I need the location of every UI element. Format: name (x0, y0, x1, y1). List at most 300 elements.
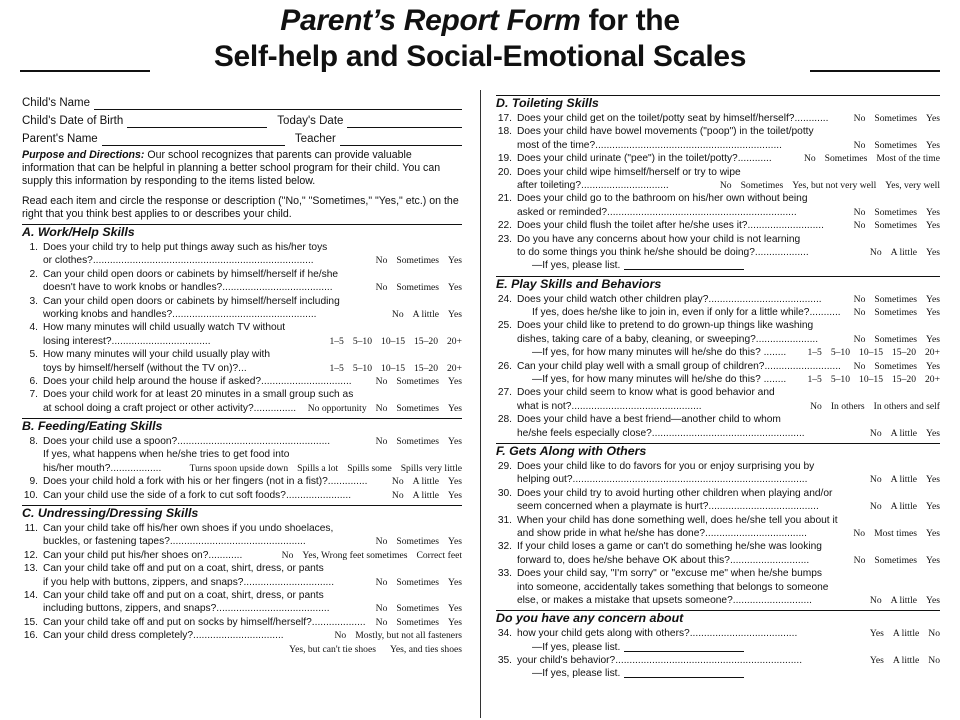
item-text: Can your child take off his/her own shoes if you undo shoelaces, (43, 523, 334, 535)
response-option[interactable]: No (719, 179, 732, 191)
response-option[interactable]: No (391, 308, 404, 320)
item-number: 18. (497, 126, 512, 138)
response-option[interactable]: No (810, 400, 822, 412)
item-row (22, 268, 462, 281)
item-number: 16. (23, 630, 38, 642)
item-number: 10. (23, 489, 38, 501)
item-number: 15. (23, 616, 38, 628)
response-options (854, 333, 940, 346)
item-row (496, 233, 940, 246)
item-text: he/she feels especially close?...................................................... (517, 427, 805, 439)
response-option[interactable]: A little (412, 489, 440, 501)
response-options (329, 362, 462, 375)
response-option[interactable]: Yes (926, 360, 940, 372)
response-options (282, 549, 462, 562)
response-options (190, 462, 462, 475)
response-option[interactable]: Spills a lot (297, 462, 339, 474)
teacher-label: Teacher (294, 132, 336, 145)
item-row (496, 487, 940, 500)
response-options (870, 654, 940, 667)
response-options (870, 427, 940, 440)
item-row (22, 489, 462, 502)
item-row (22, 616, 462, 629)
response-option[interactable]: 5–10 (352, 335, 373, 347)
item-text: Does your child try to help put things away such as his/her toys (43, 242, 328, 254)
item-row (22, 602, 462, 615)
response-option[interactable]: Yes (926, 139, 940, 151)
response-option[interactable]: No (928, 628, 940, 640)
response-option[interactable]: 20+ (446, 362, 462, 374)
item-text: If yes, what happens when he/she tries to get food into (43, 449, 290, 461)
response-option[interactable]: No (375, 616, 388, 628)
please-list-line[interactable] (624, 667, 744, 678)
response-option[interactable]: No (375, 603, 388, 615)
response-options (854, 293, 940, 306)
response-options (854, 554, 940, 567)
section-gets-along (496, 443, 940, 607)
response-option[interactable]: 20+ (446, 335, 462, 347)
response-option[interactable]: Yes (926, 293, 940, 305)
section-title: E. Play Skills and Behaviors (496, 276, 940, 293)
response-option[interactable]: Sometimes (874, 554, 918, 566)
title-rest: for the (580, 4, 680, 37)
item-row (22, 241, 462, 254)
item-row (22, 362, 462, 375)
item-text: Does your child work for at least 20 minutes in a small group such as (43, 389, 354, 401)
response-option[interactable]: Sometimes (396, 536, 440, 548)
item-number: 22. (497, 220, 512, 232)
response-option[interactable]: 5–10 (830, 347, 851, 359)
response-option[interactable]: Sometimes (396, 402, 440, 414)
response-option[interactable]: Sometimes (396, 375, 440, 387)
response-option[interactable]: No (869, 246, 882, 258)
response-option[interactable]: No (375, 255, 388, 267)
response-option[interactable]: A little (890, 474, 918, 486)
section-title: Do you have any concern about (496, 610, 940, 627)
response-option[interactable]: Yes (869, 655, 884, 667)
item-row (22, 448, 462, 461)
response-option[interactable]: No (375, 436, 388, 448)
response-option[interactable]: Sometimes (396, 282, 440, 294)
response-option[interactable]: Sometimes (874, 293, 918, 305)
please-list-text: —If yes, please list. (532, 668, 621, 680)
response-option[interactable]: Yes (926, 594, 940, 606)
please-list (496, 667, 940, 680)
response-options (392, 489, 462, 502)
item-row (496, 206, 940, 219)
item-text: Can your child dress completely?................................ (43, 630, 284, 642)
response-option[interactable]: No (391, 489, 404, 501)
section-work-help (22, 224, 462, 415)
response-option[interactable]: Yes (926, 246, 940, 258)
item-text: working knobs and handles?................................................... (43, 308, 317, 320)
item-row (496, 514, 940, 527)
item-row (496, 125, 940, 138)
response-option[interactable]: Sometimes (874, 333, 918, 345)
response-option[interactable]: Sometimes (874, 139, 918, 151)
item-text: doesn't have to work knobs or handles?....................................... (43, 282, 333, 294)
item-text: Does your child seem to know what is good behavior and (517, 387, 775, 399)
item-number: 35. (497, 655, 512, 667)
read-paragraph: Read each item and circle the response or description ("No," "Sometimes," "Yes," etc.) on the right that you think best applies to or describes your child. (22, 194, 459, 220)
response-option[interactable]: Yes (448, 402, 462, 414)
response-option[interactable]: Mostly, but not all fasteners (355, 630, 462, 642)
item-row (22, 629, 462, 642)
response-option[interactable]: Yes (448, 308, 462, 320)
response-option[interactable]: No (853, 527, 866, 539)
response-option[interactable]: Yes (926, 501, 940, 513)
response-option[interactable]: A little (890, 501, 918, 513)
item-text: How many minutes will child usually watch TV without (43, 322, 286, 334)
response-option[interactable]: Yes, and ties shoes (389, 643, 462, 655)
response-option[interactable]: In others and self (873, 400, 940, 412)
response-option[interactable]: No (853, 220, 866, 232)
response-options (854, 219, 940, 232)
section-concerns (496, 610, 940, 681)
response-option[interactable]: Sometimes (396, 436, 440, 448)
response-option[interactable]: Yes (448, 282, 462, 294)
response-option[interactable]: Yes, but not very well (792, 179, 877, 191)
item-number: 12. (23, 549, 38, 561)
item-number: 17. (497, 113, 512, 124)
item-number: 24. (497, 293, 512, 305)
dob-label: Child's Date of Birth (22, 114, 124, 127)
response-option[interactable]: Yes (926, 220, 940, 232)
item-row (496, 413, 940, 426)
response-option[interactable]: No opportunity (307, 402, 367, 414)
response-option[interactable]: A little (412, 476, 440, 488)
response-option[interactable]: 1–5 (807, 374, 822, 386)
item-number: 9. (29, 476, 38, 488)
item-text: Can your child take off and put on socks by himself/herself?................... (43, 616, 366, 628)
response-option[interactable]: No (853, 307, 866, 319)
response-options (854, 139, 940, 152)
response-option[interactable]: Yes (926, 307, 940, 319)
item-text: including buttons, zippers, and snaps?........................................ (43, 603, 330, 615)
item-text: When your child has done something well, does he/she tell you about it (517, 514, 838, 526)
item-text: toys by himself/herself (without the TV on)?... (43, 362, 247, 374)
purpose-text: Our school recognizes that parents can provide valuable information that can be helpful in planning a better school program for their child. You can supply this information by responding to the items listed below. (22, 149, 441, 188)
item-text: Does your child hold a fork with his or her fingers (not in a fist)?.............. (43, 476, 368, 488)
response-option[interactable]: Yes (448, 436, 462, 448)
response-option[interactable]: Sometimes (874, 307, 918, 319)
response-option[interactable]: No (853, 206, 866, 218)
follow-up-question (496, 306, 940, 319)
response-option[interactable]: Yes (869, 628, 884, 640)
response-options (392, 475, 462, 488)
item-row (496, 386, 940, 399)
item-text: what is not?.............................................. (517, 400, 702, 412)
item-text: how your child gets along with others?...................................... (517, 628, 798, 640)
response-option[interactable]: 15–20 (892, 347, 916, 359)
response-option[interactable]: No (869, 594, 882, 606)
response-option[interactable]: Sometimes (396, 576, 440, 588)
dob-field[interactable] (22, 110, 462, 128)
item-text: Does your child get on the toilet/potty seat by himself/herself?............ (517, 113, 829, 124)
response-option[interactable]: Yes, very well (885, 179, 940, 191)
parents-name-field[interactable] (22, 128, 462, 146)
item-number: 20. (497, 166, 512, 178)
item-number: 1. (29, 242, 38, 254)
response-option[interactable]: Sometimes (740, 179, 784, 191)
item-text: Can your child take off and put on a coat, shirt, dress, or pants (43, 590, 324, 601)
response-option[interactable]: No (375, 536, 388, 548)
response-option[interactable]: Sometimes (874, 206, 918, 218)
response-option[interactable]: Yes (448, 476, 462, 488)
response-option[interactable]: No (853, 554, 866, 566)
item-row (496, 527, 940, 540)
response-option[interactable]: No (928, 655, 940, 667)
item-number: 19. (497, 153, 512, 165)
item-number: 4. (29, 322, 38, 334)
response-option[interactable]: No (281, 549, 294, 561)
response-option[interactable]: Correct feet (416, 549, 462, 561)
section-feeding-eating (22, 418, 462, 502)
item-row (22, 589, 462, 602)
item-row (22, 335, 462, 348)
item-text: at school doing a craft project or other activity?............... (43, 402, 297, 414)
response-option[interactable]: Sometimes (396, 616, 440, 628)
response-option[interactable]: Spills some (347, 462, 392, 474)
response-option[interactable]: No (334, 630, 347, 642)
response-option[interactable]: Yes (448, 255, 462, 267)
item-row (22, 402, 462, 415)
item-text: most of the time?.................................................................. (517, 139, 782, 151)
item-text: Does your child urinate ("pee") in the toilet/potty?............ (517, 153, 772, 165)
response-option[interactable]: Sometimes (396, 255, 440, 267)
response-option[interactable]: No (869, 501, 882, 513)
response-option[interactable]: No (853, 139, 866, 151)
follow-up-question (496, 373, 940, 386)
response-option[interactable]: Sometimes (824, 153, 868, 165)
response-option[interactable]: Yes (448, 576, 462, 588)
response-options (870, 246, 940, 259)
response-option[interactable]: Yes (926, 527, 940, 539)
follow-up-text: —If yes, for how many minutes will he/she do this? ........ (532, 347, 787, 359)
response-option[interactable]: Yes (448, 489, 462, 501)
response-option[interactable]: Sometimes (874, 113, 918, 124)
item-number: 29. (497, 460, 512, 472)
item-text: forward to, does he/she behave OK about this?............................ (517, 554, 810, 566)
response-options (376, 602, 462, 615)
right-column (496, 92, 940, 681)
response-options (853, 527, 940, 540)
response-option[interactable]: No (869, 427, 882, 439)
item-row (496, 179, 940, 192)
response-option[interactable]: No (853, 293, 866, 305)
item-number: 13. (23, 563, 38, 575)
response-option[interactable]: Yes (926, 206, 940, 218)
response-option[interactable]: Spills very little (400, 462, 462, 474)
item-number: 32. (497, 541, 512, 553)
response-option[interactable]: 20+ (924, 374, 940, 386)
item-text: to do some things you think he/she should be doing?................... (517, 246, 809, 258)
response-option[interactable]: Yes (926, 554, 940, 566)
response-option[interactable]: Yes (448, 536, 462, 548)
item-text: his/her mouth?.................. (43, 462, 162, 474)
response-option[interactable]: A little (890, 246, 918, 258)
response-option[interactable]: 10–15 (381, 335, 405, 347)
item-text: Does your child have a best friend—another child to whom (517, 414, 781, 426)
response-option[interactable]: 10–15 (381, 362, 405, 374)
response-option[interactable]: 1–5 (807, 347, 822, 359)
response-option[interactable]: Yes, Wrong feet sometimes (302, 549, 408, 561)
item-number: 23. (497, 233, 512, 245)
title-rule-right (810, 70, 940, 72)
item-row (22, 576, 462, 589)
item-text: Does your child watch other children play?........................................ (517, 293, 822, 305)
purpose-label: Purpose and Directions: (22, 149, 145, 161)
response-option[interactable]: Turns spoon upside down (189, 462, 289, 474)
response-option[interactable]: A little (892, 628, 920, 640)
response-option[interactable]: A little (892, 655, 920, 667)
item-number: 2. (29, 268, 38, 280)
response-options (335, 629, 463, 642)
response-option[interactable]: In others (830, 400, 865, 412)
response-options (807, 373, 940, 386)
response-option[interactable]: Most times (874, 527, 918, 539)
response-option[interactable]: Sometimes (874, 360, 918, 372)
item-row (496, 567, 940, 580)
response-option[interactable]: Yes (926, 427, 940, 439)
item-text: Can your child open doors or cabinets by himself/herself if he/she (43, 268, 339, 280)
response-options (870, 500, 940, 513)
item-text: helping out?................................................................................... (517, 474, 808, 486)
item-text: Can your child play well with a small group of children?........................... (517, 360, 841, 372)
response-option[interactable]: Most of the time (876, 153, 940, 165)
item-text: and show pride in what he/she has done?.................................... (517, 527, 807, 539)
response-option[interactable]: No (391, 476, 404, 488)
item-row (496, 139, 940, 152)
response-option[interactable]: 15–20 (414, 362, 438, 374)
childs-name-field[interactable] (22, 92, 462, 110)
response-options (854, 306, 940, 319)
section-title: B. Feeding/Eating Skills (22, 418, 462, 435)
response-options (376, 435, 462, 448)
response-option[interactable]: A little (890, 427, 918, 439)
section-title: A. Work/Help Skills (22, 224, 462, 241)
response-options (870, 473, 940, 486)
item-number: 21. (497, 193, 512, 205)
item-number: 7. (29, 389, 38, 401)
item-text: losing interest?................................... (43, 335, 211, 347)
response-options (308, 402, 462, 415)
form-title (0, 0, 960, 80)
response-options (392, 308, 462, 321)
teacher-line[interactable] (340, 133, 462, 146)
item-text: buckles, or fastening tapes?................................................ (43, 536, 306, 548)
item-text: seem concerned when a playmate is hurt?....................................... (517, 501, 819, 513)
item-number: 27. (497, 387, 512, 399)
item-text: Does your child say, "I'm sorry" or "excuse me" when he/she bumps (517, 568, 822, 580)
response-option[interactable]: Yes (448, 375, 462, 387)
section-title: D. Toileting Skills (496, 95, 940, 112)
response-option[interactable]: No (803, 153, 816, 165)
item-text: Does your child have bowel movements ("poop") in the toilet/potty (517, 126, 814, 138)
response-option[interactable]: 10–15 (859, 374, 883, 386)
item-text: else, or makes a mistake that upsets someone?............................ (517, 594, 812, 606)
response-option[interactable]: Sometimes (396, 603, 440, 615)
response-options (810, 400, 940, 413)
response-options (376, 535, 462, 548)
dob-line[interactable] (127, 115, 267, 128)
response-option[interactable]: Yes (448, 603, 462, 615)
response-option[interactable]: Yes, but can't tie shoes (289, 643, 376, 655)
item-row (496, 166, 940, 179)
response-options (870, 594, 940, 607)
response-option[interactable]: 15–20 (892, 374, 916, 386)
response-option[interactable]: No (375, 375, 388, 387)
response-option[interactable]: 1–5 (329, 362, 344, 374)
item-row (22, 475, 462, 488)
item-row (496, 594, 940, 607)
follow-up-question (496, 346, 940, 359)
response-options (376, 616, 462, 629)
please-list (496, 259, 940, 272)
item-text: Does your child like to do favors for you or enjoy surprising you by (517, 460, 815, 472)
response-option[interactable]: Yes (448, 616, 462, 628)
item-text: asked or reminded?................................................................... (517, 206, 797, 218)
response-option[interactable]: 1–5 (329, 335, 344, 347)
item-number: 11. (24, 523, 38, 535)
item-row (22, 321, 462, 334)
response-options (807, 346, 940, 359)
item-row (496, 400, 940, 413)
item-number: 30. (497, 487, 512, 499)
item-row (496, 192, 940, 205)
response-option[interactable]: Sometimes (874, 220, 918, 232)
response-option[interactable]: 5–10 (352, 362, 373, 374)
item-row (22, 549, 462, 562)
please-list-line[interactable] (624, 641, 744, 652)
response-option[interactable]: No (869, 474, 882, 486)
item-text: How many minutes will your child usually play with (43, 349, 271, 361)
item-text: if you help with buttons, zippers, and snaps?................................ (43, 576, 335, 588)
response-option[interactable]: Yes (926, 333, 940, 345)
response-option[interactable]: A little (412, 308, 440, 320)
item-number: 31. (497, 514, 512, 526)
childs-name-line[interactable] (94, 97, 462, 110)
response-options (329, 335, 462, 348)
response-option[interactable]: No (853, 333, 866, 345)
item-row (496, 581, 940, 594)
section-title: F. Gets Along with Others (496, 443, 940, 460)
response-option[interactable]: 10–15 (859, 347, 883, 359)
response-option[interactable]: Yes (926, 474, 940, 486)
please-list-line[interactable] (624, 259, 744, 270)
item-text: Does your child go to the bathroom on his/her own without being (517, 193, 808, 205)
response-option[interactable]: No (853, 360, 866, 372)
item-row (496, 152, 940, 165)
response-option[interactable]: No (375, 402, 388, 414)
response-option[interactable]: No (375, 576, 388, 588)
purpose-paragraph (22, 149, 462, 189)
response-option[interactable]: 5–10 (830, 374, 851, 386)
response-option[interactable]: Yes (926, 113, 940, 124)
response-option[interactable]: No (853, 113, 866, 124)
response-option[interactable]: No (375, 282, 388, 294)
response-option[interactable]: 15–20 (414, 335, 438, 347)
item-text: Does your child use a spoon?...................................................... (43, 436, 331, 448)
parents-name-line[interactable] (102, 133, 285, 146)
item-row (496, 360, 940, 373)
todays-date-line[interactable] (347, 115, 462, 128)
item-number: 5. (29, 349, 38, 361)
item-row (496, 654, 940, 667)
response-option[interactable]: 20+ (924, 347, 940, 359)
section-title: C. Undressing/Dressing Skills (22, 505, 462, 522)
response-option[interactable]: A little (890, 594, 918, 606)
